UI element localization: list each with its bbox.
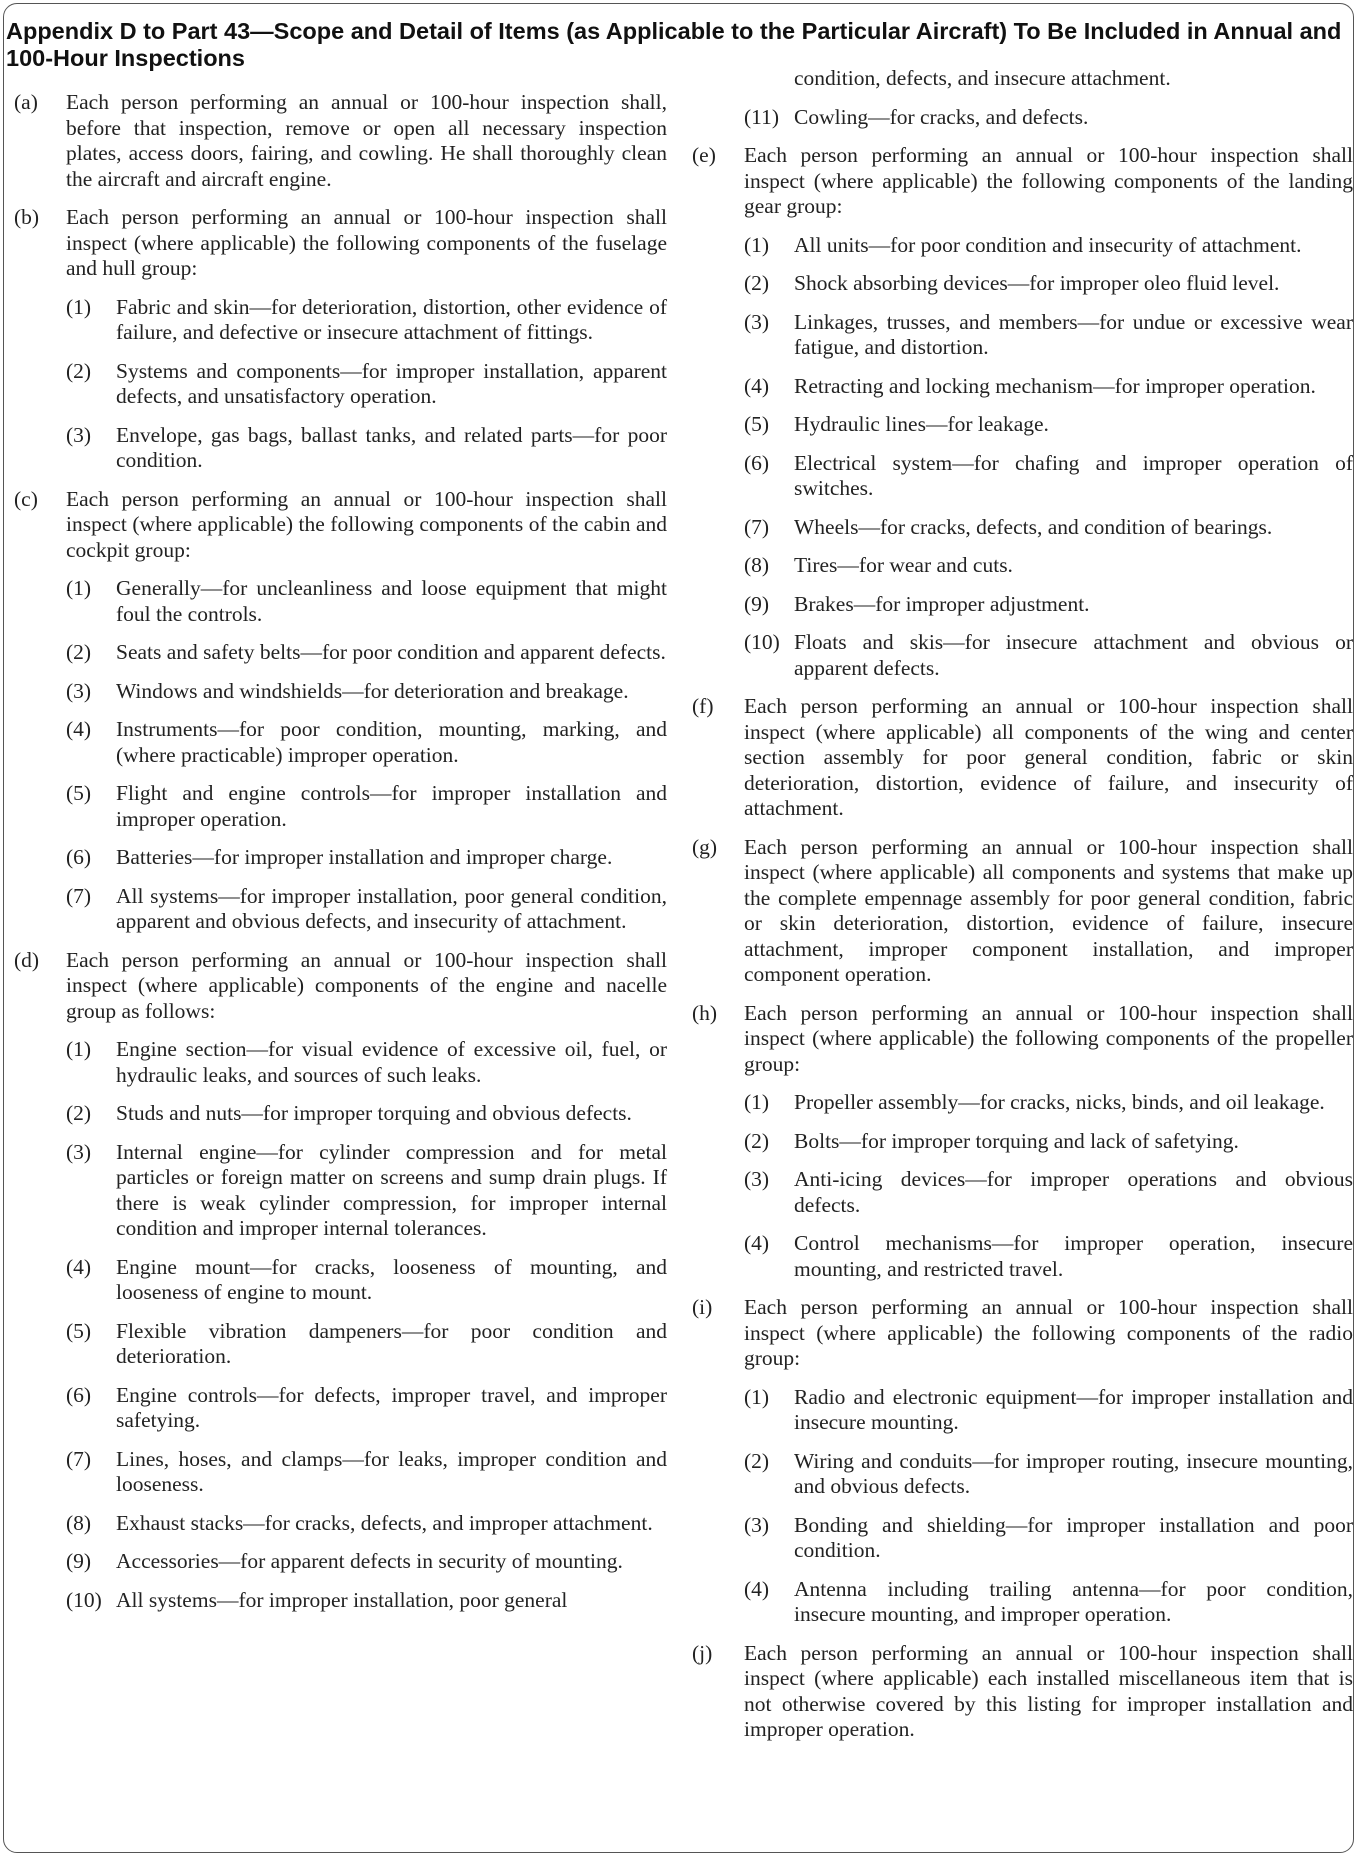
sub-item [744,1577,1353,1628]
sub-item-label: (6) [66,1382,92,1407]
sub-item-label: (3) [66,678,92,703]
sub-item [66,295,667,346]
document-title: Appendix D to Part 43—Scope and Detail of Items (as Applicable to the Particular Aircraft) To Be Included in Annual and 100-Hour Inspections [6,18,1342,71]
sub-item-text: Cowling—for cracks, and defects. [794,104,1089,129]
sub-item-text: Lines, hoses, and clamps—for leaks, improper condition and looseness. [116,1446,667,1496]
sub-item-label: (2) [744,271,770,295]
sub-item-text: Linkages, trusses, and members—for undue or excessive wear fatigue, and distortion. [794,309,1353,359]
sub-item-text: Internal engine—for cylinder compression and for metal particles or foreign matter on screens and sump drain plugs. If there is weak cylinder compression, for improper internal condition and improper internal tolerances. [116,1139,667,1240]
sub-item [744,271,1353,297]
sub-item-text: Electrical system—for chafing and improper operation of switches. [794,450,1353,500]
sub-item [66,1037,667,1088]
sub-item-text: Instruments—for poor condition, mounting, marking, and (where practicable) improper operation. [116,717,667,767]
sub-item [744,515,1353,541]
sub-item [744,233,1353,259]
sub-item-label: (2) [744,1128,770,1153]
sub-item-text: Flexible vibration dampeners—for poor condition and deterioration. [116,1318,667,1368]
sub-item [66,845,667,871]
sub-item-text: Wiring and conduits—for improper routing, insecure mounting, and obvious defects. [794,1448,1353,1498]
sub-item-text: Accessories—for apparent defects in security of mounting. [116,1549,623,1573]
sub-item-text: Tires—for wear and cuts. [794,553,1013,577]
sub-item [66,781,667,832]
sub-item-label: (5) [66,1318,92,1343]
paragraph-label: (i) [692,1295,713,1319]
paragraph [14,948,667,1025]
sub-item-label: (3) [66,422,92,447]
sub-item [66,1511,667,1537]
sub-item-label: (9) [66,1549,92,1573]
sub-item-label: (2) [66,1101,92,1125]
sub-item [744,1167,1353,1218]
paragraph [692,1001,1353,1078]
paragraph [692,835,1353,988]
sub-item [744,105,1353,131]
sub-item-label: (2) [66,358,92,383]
sub-item-label: (8) [66,1510,92,1535]
sub-item [66,1447,667,1498]
left-column [14,90,667,1626]
paragraph-text: Each person performing an annual or 100-hour inspection shall inspect (where applicable) components of the engine and nacelle group as follows: [66,947,667,1023]
sub-item [744,1090,1353,1116]
sub-item [66,1101,667,1127]
sub-item-label: (3) [744,309,770,334]
sub-item-text: All systems—for improper installation, poor general condition, apparent and obvious defects, and insecurity of attachment. [116,883,667,933]
paragraph-label: (f) [692,694,714,718]
sub-item-label: (2) [66,640,92,664]
sub-item-text: Anti-icing devices—for improper operations and obvious defects. [794,1167,1353,1217]
sub-item [744,1231,1353,1282]
paragraph [692,1295,1353,1372]
sub-item-text: Flight and engine controls—for improper installation and improper operation. [116,781,667,831]
paragraph-text: Each person performing an annual or 100-hour inspection shall inspect (where applicable) the following components of the fuselage and hull group: [66,205,667,280]
sub-item-label: (6) [744,450,770,475]
sub-item-label: (4) [744,373,770,398]
sub-item-text: Retracting and locking mechanism—for improper operation. [794,373,1316,398]
sub-item [66,576,667,627]
paragraph-label: (g) [692,834,718,859]
sub-item-text: All systems—for improper installation, poor general [116,1587,568,1612]
paragraph-label: (h) [692,1000,718,1025]
sub-item [744,1513,1353,1564]
sub-item-label: (8) [744,553,770,577]
right-column [692,66,1353,1756]
sub-item-text: Bolts—for improper torquing and lack of safetying. [794,1128,1239,1153]
paragraph-text: Each person performing an annual or 100-hour inspection shall inspect (where applicable) each installed miscellaneous item that is not otherwise covered by this listing for improper installation and improper operation. [744,1640,1353,1741]
paragraph [692,143,1353,220]
sub-item-text: Systems and components—for improper installation, apparent defects, and unsatisfactory operation. [116,358,667,408]
continued-text: condition, defects, and insecure attachment. [794,66,1171,90]
paragraph [14,90,667,192]
paragraph-label: (e) [692,143,716,167]
sub-item [66,359,667,410]
sub-item-text: Radio and electronic equipment—for improper installation and insecure mounting. [794,1384,1353,1434]
paragraph-text: Each person performing an annual or 100-hour inspection shall inspect (where applicable) the following components of the cabin and cockpit group: [66,486,667,562]
sub-item [66,1140,667,1242]
sub-item-text: Seats and safety belts—for poor condition and apparent defects. [116,640,666,664]
sub-item [66,640,667,666]
sub-item [66,423,667,474]
paragraph-label: (j) [692,1640,713,1665]
sub-item-label: (1) [744,232,770,257]
sub-item-text: Envelope, gas bags, ballast tanks, and related parts—for poor condition. [116,422,667,472]
paragraph [14,487,667,564]
sub-item [66,717,667,768]
paragraph-text: Each person performing an annual or 100-hour inspection shall inspect (where applicable) all components of the wing and center section assembly for poor general condition, fabric or skin deterioration, distortion, evidence of failure, and insecurity of attachment. [744,694,1353,820]
sub-item-label: (3) [66,1139,92,1164]
sub-item [66,884,667,935]
sub-item-text: Windows and windshields—for deterioration and breakage. [116,678,629,703]
sub-item-text: Antenna including trailing antenna—for poor condition, insecure mounting, and improper operation. [794,1576,1353,1626]
sub-item-text: Brakes—for improper adjustment. [794,591,1090,616]
sub-item-text: Generally—for uncleanliness and loose equipment that might foul the controls. [116,576,667,626]
sub-item-label: (1) [744,1384,770,1409]
paragraph-label: (c) [14,486,38,511]
sub-item [66,1549,667,1575]
sub-item-label: (1) [66,576,92,600]
sub-item-text: Exhaust stacks—for cracks, defects, and improper attachment. [116,1510,653,1535]
sub-item-label: (9) [744,591,770,616]
sub-item-label: (3) [744,1512,770,1537]
paragraph-label: (a) [14,90,38,114]
sub-item [744,1385,1353,1436]
sub-item-label: (11) [744,104,780,129]
sub-item-label: (10) [744,630,780,654]
sub-item [744,412,1353,438]
paragraph [692,694,1353,822]
sub-item [744,630,1353,681]
paragraph-text: Each person performing an annual or 100-hour inspection shall inspect (where applicable) the following components of the radio group: [744,1295,1353,1370]
sub-item-text: Shock absorbing devices—for improper oleo fluid level. [794,271,1280,295]
sub-item [744,592,1353,618]
sub-item-text: Wheels—for cracks, defects, and condition of bearings. [794,514,1273,539]
sub-item-label: (7) [66,883,92,908]
sub-item-text: Bonding and shielding—for improper installation and poor condition. [794,1512,1353,1562]
sub-item-text: Control mechanisms—for improper operation, insecure mounting, and restricted travel. [794,1231,1353,1281]
sub-item-text: Fabric and skin—for deterioration, distortion, other evidence of failure, and defective or insecure attachment of fittings. [116,294,667,344]
paragraph [14,205,667,282]
sub-item [744,553,1353,579]
paragraph [692,1641,1353,1743]
sub-item-text: Propeller assembly—for cracks, nicks, binds, and oil leakage. [794,1090,1325,1114]
sub-item-label: (1) [744,1090,770,1114]
sub-item-label: (2) [744,1448,770,1473]
paragraph-label: (b) [14,205,40,229]
sub-item-text: Floats and skis—for insecure attachment and obvious or apparent defects. [794,630,1353,680]
sub-item [66,1383,667,1434]
sub-item-text: Batteries—for improper installation and improper charge. [116,845,613,869]
sub-item-text: Hydraulic lines—for leakage. [794,412,1049,436]
paragraph-label: (d) [14,947,40,972]
sub-item-label: (10) [66,1587,102,1612]
sub-item-label: (4) [66,1254,92,1279]
sub-item [66,1588,667,1614]
sub-item-text: Engine mount—for cracks, looseness of mounting, and looseness of engine to mount. [116,1254,667,1304]
sub-item-label: (7) [66,1446,92,1471]
paragraph-text: Each person performing an annual or 100-hour inspection shall inspect (where applicable) the following components of the landing gear group: [744,143,1353,218]
sub-item [744,310,1353,361]
sub-item-label: (1) [66,1037,92,1061]
sub-item-label: (4) [744,1231,770,1255]
sub-item [744,1449,1353,1500]
sub-item-label: (4) [744,1576,770,1601]
sub-item-label: (4) [66,717,92,741]
sub-item [744,374,1353,400]
sub-item-label: (1) [66,294,92,319]
sub-item-text: Studs and nuts—for improper torquing and obvious defects. [116,1101,632,1125]
paragraph-text: Each person performing an annual or 100-hour inspection shall inspect (where applicable) all components and systems that make up the complete empennage assembly for poor general condition, fabric or skin deterioration, distortion, evidence of failure, insecure attachment, improper component installation, and improper component operation. [744,834,1353,986]
sub-item-label: (7) [744,514,770,539]
sub-item-text: All units—for poor condition and insecurity of attachment. [794,232,1302,257]
sub-item-text: Engine section—for visual evidence of excessive oil, fuel, or hydraulic leaks, and sources of such leaks. [116,1037,667,1087]
sub-item-text: Engine controls—for defects, improper travel, and improper safetying. [116,1382,667,1432]
sub-item [66,1319,667,1370]
paragraph-text: Each person performing an annual or 100-hour inspection shall, before that inspection, remove or open all necessary inspection plates, access doors, fairing, and cowling. He shall thoroughly clean the aircraft and aircraft engine. [66,90,667,191]
sub-item [66,1255,667,1306]
paragraph-text: Each person performing an annual or 100-hour inspection shall inspect (where applicable) the following components of the propeller group: [744,1000,1353,1076]
sub-item [744,1129,1353,1155]
document-page [3,3,1354,1853]
sub-item-label: (5) [66,781,92,805]
sub-item-label: (3) [744,1167,770,1191]
sub-item-label: (5) [744,412,770,436]
sub-item-label: (6) [66,845,92,869]
sub-item [744,451,1353,502]
sub-item [66,679,667,705]
